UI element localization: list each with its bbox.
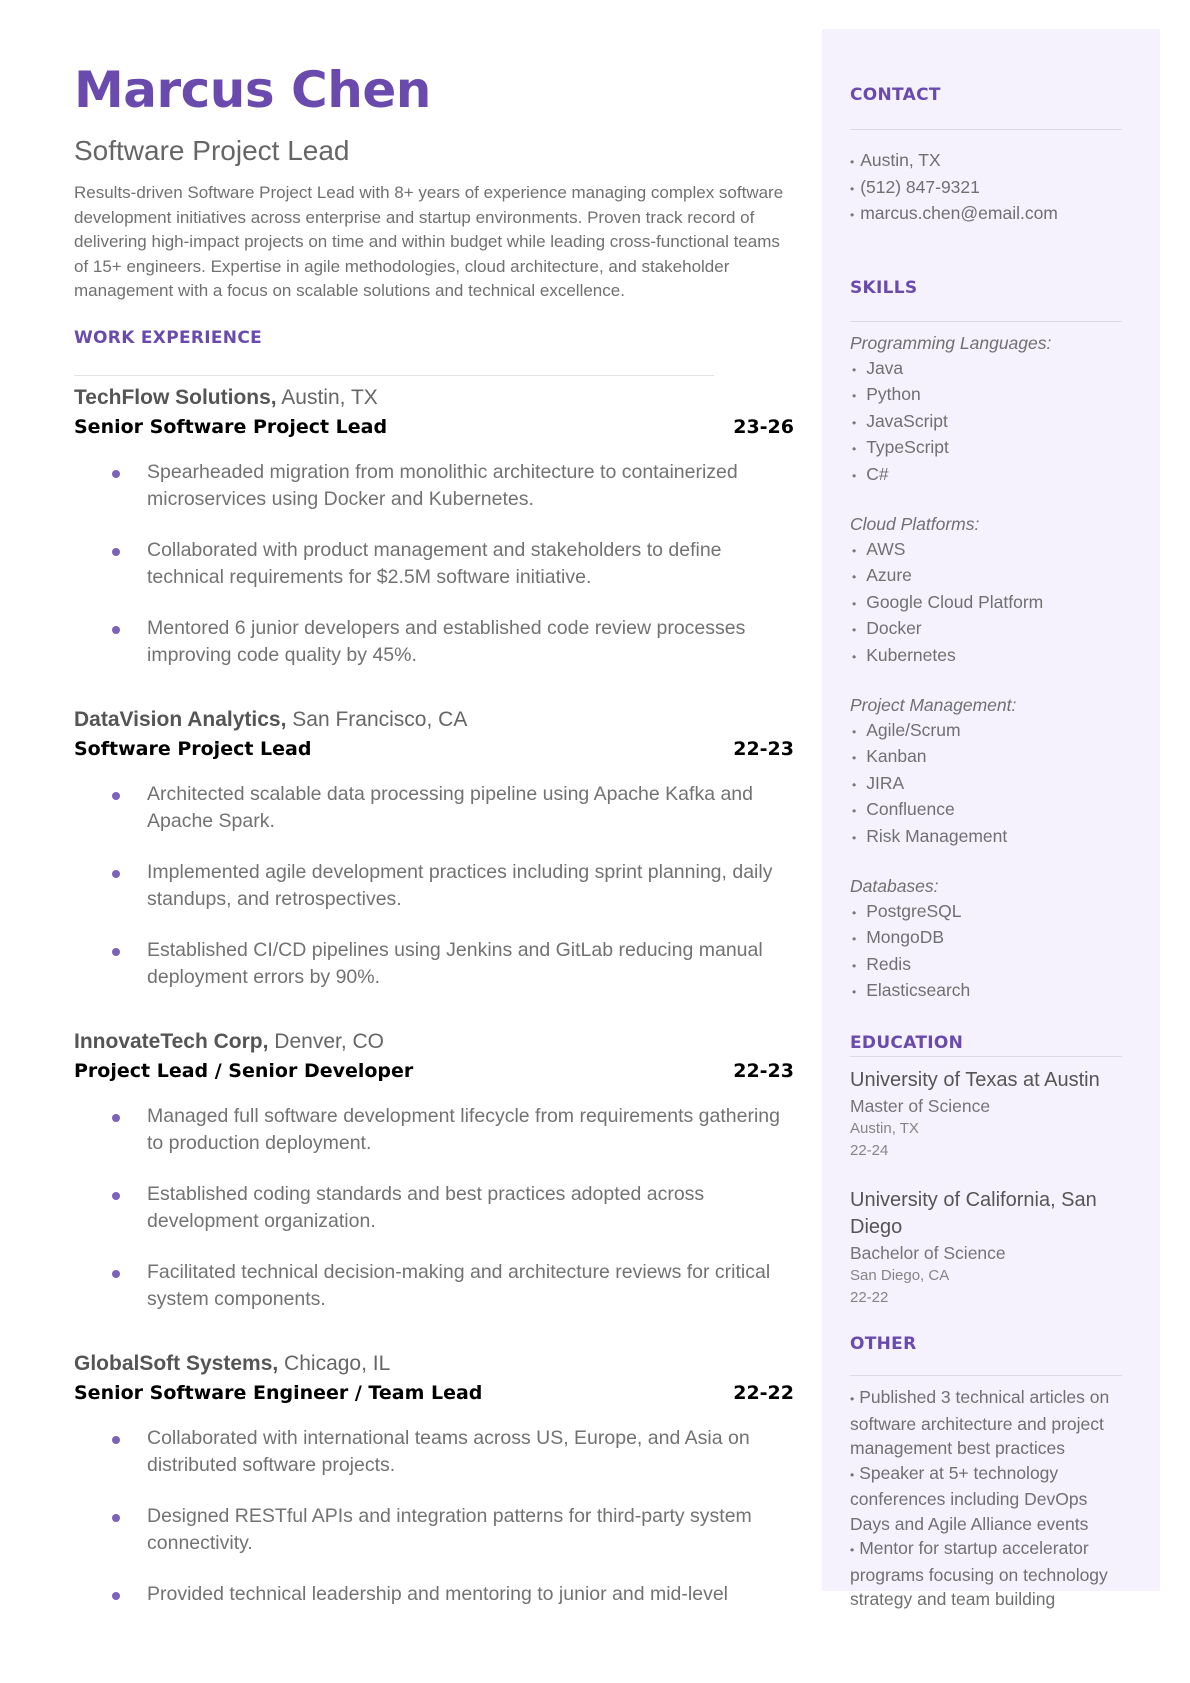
- job-bullet: Implemented agile development practices including sprint planning, daily standups, and retrospectives.: [74, 859, 794, 913]
- candidate-name: Marcus Chen: [74, 61, 431, 119]
- skill-item: • Azure: [852, 565, 912, 585]
- edu-school: University of Texas at Austin: [850, 1069, 1100, 1091]
- skill-item: • Agile/Scrum: [852, 719, 961, 740]
- skill-item: • Elasticsearch: [852, 980, 971, 1000]
- summary: Results-driven Software Project Lead with 8+ years of experience managing complex software development initiatives across enterprise and startup environments. Proven track record of delivering high-impact projects on time and within budget while leading cross-functional teams of 15+ engineers. Expertise in agile methodologies, cloud architecture, and stakeholder management with a focus on scalable solutions and technical excellence.: [74, 183, 784, 300]
- skill-item: • Confluence: [852, 799, 955, 819]
- job-bullet: Designed RESTful APIs and integration patterns for third-party system connectivity.: [74, 1503, 794, 1557]
- role-dates: 22-23: [733, 1060, 794, 1082]
- role-title: Project Lead / Senior Developer: [74, 1060, 414, 1082]
- role-title: Senior Software Engineer / Team Lead: [74, 1382, 483, 1404]
- education-entry: [850, 1067, 1122, 1162]
- edu-degree: Bachelor of Science: [850, 1243, 1006, 1263]
- company-location: Austin, TX: [276, 386, 378, 409]
- main-column: [74, 55, 800, 304]
- edu-dates: 22-24: [850, 1142, 889, 1159]
- skill-item: • Docker: [852, 618, 922, 638]
- company-line: [74, 1351, 794, 1377]
- company-line: [74, 385, 794, 411]
- edu-location: San Diego, CA: [850, 1267, 950, 1284]
- role-dates: 23-26: [733, 416, 794, 438]
- other-heading: OTHER: [850, 1334, 917, 1354]
- contact-email: • marcus.chen@email.com: [850, 203, 1058, 223]
- job-bullet: Managed full software development lifecycle from requirements gathering to production deployment.: [74, 1103, 800, 1157]
- job-bullet: Collaborated with international teams across US, Europe, and Asia on distributed software projects.: [74, 1425, 794, 1479]
- skills-divider: [850, 321, 1122, 322]
- role-dates: 22-23: [733, 738, 794, 760]
- job-bullets: [74, 459, 794, 669]
- role-title: Senior Software Project Lead: [74, 416, 388, 438]
- sidebar: [822, 29, 1160, 1609]
- skill-item: • Redis: [852, 953, 911, 974]
- edu-dates: 22-22: [850, 1289, 889, 1306]
- role-line: [74, 1059, 794, 1083]
- other-divider: [850, 1375, 1122, 1376]
- skills-list: [850, 331, 1122, 1005]
- skill-item: • JIRA: [852, 772, 905, 793]
- job-bullet: Established coding standards and best practices adopted across development organization.: [74, 1181, 800, 1235]
- edu-degree: Master of Science: [850, 1096, 991, 1116]
- job-entry: [74, 1351, 794, 1632]
- skill-item: • JavaScript: [852, 410, 948, 431]
- other-list: [850, 1385, 1122, 1612]
- company-name: InnovateTech Corp,: [74, 1030, 269, 1053]
- role-line: [74, 737, 794, 761]
- other-item: • Published 3 technical articles on software architecture and project management best practices: [850, 1387, 1110, 1458]
- education-entry: [850, 1187, 1122, 1309]
- work-experience-divider: [74, 375, 714, 376]
- company-location: Denver, CO: [268, 1030, 385, 1053]
- job-entry: [74, 707, 794, 1015]
- work-experience-heading: WORK EXPERIENCE: [74, 328, 263, 348]
- job-bullets: [74, 1103, 800, 1313]
- job-bullet: Architected scalable data processing pipeline using Apache Kafka and Apache Spark.: [74, 781, 794, 835]
- other-item: • Mentor for startup accelerator programs focusing on technology strategy and team building: [850, 1538, 1108, 1609]
- company-name: TechFlow Solutions,: [74, 386, 277, 409]
- job-bullet: Mentored 6 junior developers and established code review processes improving code quality by 45%.: [74, 615, 794, 669]
- job-title: Software Project Lead: [74, 135, 350, 166]
- job-bullet: Facilitated technical decision-making and architecture reviews for critical system components.: [74, 1259, 800, 1313]
- skill-item: • AWS: [852, 538, 906, 559]
- edu-location: Austin, TX: [850, 1120, 919, 1137]
- skill-item: • PostgreSQL: [852, 900, 962, 921]
- contact-heading: CONTACT: [850, 85, 941, 105]
- contact-list: [850, 148, 1058, 228]
- role-line: [74, 1381, 794, 1405]
- job-bullet: Established CI/CD pipelines using Jenkins and GitLab reducing manual deployment errors by 90%.: [74, 937, 794, 991]
- skill-item: • Kanban: [852, 746, 927, 766]
- edu-school: University of California, San Diego: [850, 1189, 1097, 1238]
- company-name: DataVision Analytics,: [74, 708, 287, 731]
- skill-category: Project Management:: [850, 695, 1017, 715]
- job-bullets: [74, 781, 794, 991]
- contact-location: • Austin, TX: [850, 150, 941, 170]
- role-dates: 22-22: [733, 1382, 794, 1404]
- role-line: [74, 415, 794, 439]
- company-name: GlobalSoft Systems,: [74, 1352, 279, 1375]
- job-bullet: Spearheaded migration from monolithic architecture to containerized microservices using Docker and Kubernetes.: [74, 459, 794, 513]
- company-line: [74, 1029, 800, 1055]
- role-title: Software Project Lead: [74, 738, 312, 760]
- skill-item: • Risk Management: [852, 825, 1008, 846]
- company-line: [74, 707, 794, 733]
- skill-item: • MongoDB: [852, 927, 945, 947]
- education-heading: EDUCATION: [850, 1033, 964, 1053]
- education-divider: [850, 1056, 1122, 1057]
- skill-item: • Kubernetes: [852, 644, 956, 665]
- skill-category: Databases:: [850, 876, 939, 896]
- job-bullet: Collaborated with product management and stakeholders to define technical requirements for $2.5M software initiative.: [74, 537, 794, 591]
- contact-divider: [850, 129, 1122, 130]
- skill-category: Cloud Platforms:: [850, 514, 980, 534]
- skill-item: • C#: [852, 463, 889, 484]
- job-entry: [74, 1029, 800, 1337]
- skill-item: • TypeScript: [852, 437, 949, 457]
- job-entry: [74, 385, 794, 693]
- skill-category: Programming Languages:: [850, 333, 1052, 353]
- skill-item: • Python: [852, 384, 921, 404]
- company-location: San Francisco, CA: [286, 708, 468, 731]
- skill-item: • Google Cloud Platform: [852, 591, 1044, 612]
- job-bullet: Provided technical leadership and mentoring to junior and mid-level: [74, 1581, 794, 1608]
- skills-heading: SKILLS: [850, 278, 918, 298]
- skill-item: • Java: [852, 357, 904, 378]
- company-location: Chicago, IL: [278, 1352, 391, 1375]
- contact-phone: • (512) 847-9321: [850, 176, 980, 197]
- other-item: • Speaker at 5+ technology conferences including DevOps Days and Agile Alliance events: [850, 1462, 1089, 1534]
- job-bullets: [74, 1425, 794, 1608]
